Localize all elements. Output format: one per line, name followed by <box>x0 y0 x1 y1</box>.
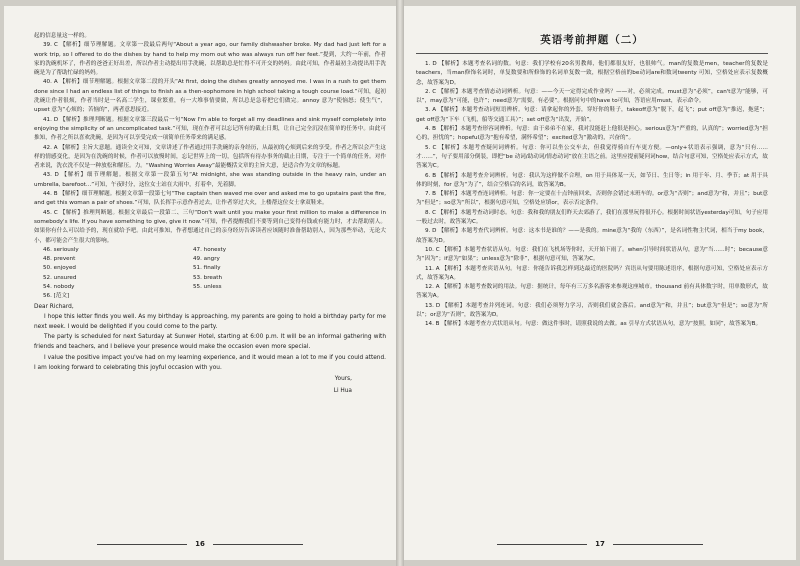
paragraph: 6. B 【解析】本题考查介词辨析。句意：我认为这样做不合理，on 用于具体某一天，如节日、生日等；in 用于年、月、季节；at 用于具体的时刻，for 意为“为了”，结合空格后的名词，故答案为B。 <box>416 172 768 188</box>
paragraph: 11. A 【解析】本题考查宾语从句。句意：你能告诉我怎样到达最近的医院吗？宾语从句要用陈述语序，根据句意可知，空格处应表示方式，故答案为A。 <box>416 265 768 281</box>
paragraph: 2. C 【解析】本题考查情态动词辨析。句意：——今天一定得完成作业吗？——对，必须完成。must意为“必须”，can't意为“能够，可以”，may意为“可能，也许”；need意为“需要，有必要”。根据问句中的have to可知，答语应用must，表示命令。 <box>416 88 768 105</box>
divider <box>416 53 768 54</box>
letter-paragraph: I hope this letter finds you well. As my birthday is approaching, my parents are going to hold a birthday party for me next week. I would be delighted if you could come to the party. <box>34 313 386 331</box>
letter-paragraph: The party is scheduled for next Saturday at Sunwer Hotel, starting at 6:00 p.m. It will be an informal gathering with friends and teachers, and I believe your presence would make the occasion even more special. <box>34 334 386 351</box>
right-page <box>404 6 796 560</box>
paragraph: 5. C 【解析】本题考查疑问词辨析。句意：你可以坐公交车去，但我觉得骑自行车更方便。—only+状语表示强调，意为“只有……才……”，句子要用部分倒装，即把“be 动词/助动词/情态动词”放在主语之前。这里应提前疑问词how，结合句意可知，空格处应表示方式，故答案为C。 <box>416 144 768 170</box>
paragraph: 14. B 【解析】本题考查方式状语从句。句意：做这件事时，请照我说的去做。as 引导方式状语从句，意为“按照，如同”，故答案为B。 <box>425 321 762 328</box>
letter-closing: Yours, <box>334 376 352 383</box>
page-number: 17 <box>595 540 605 548</box>
divider <box>497 544 587 545</box>
answer-option: 48. prevent <box>43 256 76 263</box>
answer-option: 50. enjoyed <box>43 265 76 272</box>
answer-option: 52. unsured <box>43 274 77 281</box>
page-title: 英语考前押题（二） <box>540 34 644 46</box>
answer-option: 46. seriously <box>43 246 79 253</box>
paragraph: 45. C 【解析】推理判断题。根据文章最后一段第二、三句“Don't wait until you make your first million to make a difference in somebody's life. If you have something to give, give it now.”可知，作者提醒我们不要等到自己变得有钱或有能力时，才去帮助别人。如果你有什么可以给予的，现在就给予吧。由此可推知，作者想通过自己的亲身经历告诉读者应该随时准备帮助别人，因为那些举动，无论大小，都可能会产生很大的影响。 <box>34 209 386 244</box>
paragraph: 43. D 【解析】细节理解题。根据文章第一段第五句“At midnight, she was standing outside in the heavy rain, under an umbrella, barefoot...”可知，午夜时分，这位女士站在大雨中，打着伞，光着脚。 <box>34 172 386 188</box>
page-number: 16 <box>195 540 205 548</box>
left-page <box>4 6 396 560</box>
paragraph: 12. A 【解析】本题考查数词的用法。句意：据统计，每年有三万多名游客来参观这座城市。thousand 前有具体数字时，用单数形式，故答案为A。 <box>416 284 768 300</box>
paragraph: 40. A 【解析】细节理解题。根据文章第二段的开头“At first, doing the dishes greatly annoyed me. I was in a rush to get them done since I had an endless list of things to finish as a then-sophomore in high school taking a tough course load.”可知，起初洗碗让作者很烦，作者当时是一名高二学生，课业繁重，有一大堆事情要做，所以总是急着把它们做完。annoy 意为“使恼怒；使生气”，upset 意为“心烦的；苦恼的”，两者意思接近。 <box>34 79 386 114</box>
paragraph: 起的信息量这一样的。 <box>34 33 90 39</box>
paragraph: 8. C 【解析】本题考查动词时态。句意：我和我的朋友们昨天去郊游了，我们在那里玩得很开心。根据时间状语yesterday可知，句子应用一般过去时，故答案为C。 <box>416 209 768 226</box>
divider <box>613 544 703 545</box>
paragraph: 42. A 【解析】主旨大意题。通读全文可知，文章讲述了作者通过用手洗碗的亲身经历，从最初的心烦到后来的享受。作者之所以会产生这样的情感变化，是因为在洗碗的时候，作者可以放慢时间，忘记世界上的一切，包括所有待办事务的截止日期，专注于一个简单的任务。对作者来说，洗衣洗不仅是一种放松和解压。力。“Washing Worries Away”最能概括文章的主旨大意，是适合作为文章的标题。 <box>34 144 386 170</box>
answer-option: 51. finally <box>193 265 221 272</box>
answer-options-grid <box>43 246 386 302</box>
answer-option <box>193 292 313 301</box>
paragraph: 13. D 【解析】本题考查并列连词。句意：我们必须努力学习，否则我们就会落后。and意为“和，并且”；but意为“但是”；so意为“所以”；or意为“否则”，故答案为D。 <box>416 302 768 319</box>
page-number-footer <box>404 540 796 548</box>
letter-greeting: Dear Richard, <box>34 303 74 310</box>
paragraph: 1. D 【解析】本题考查名词的数。句意：我们学校有20名男教师，他们都很友好，也很帅气。man的复数是men，teacher的复数是teachers，当man修饰名词时，单复数要和所修饰的名词单复数一致，根据空格前的be动词are和数词twenty 可知，空格处应表示复数概念，故答案为D。 <box>416 61 768 86</box>
answer-option: 49. angry <box>193 256 220 263</box>
answer-option: 54. nobody <box>43 284 75 291</box>
answer-option: 53. breath <box>193 274 223 281</box>
book-spine <box>396 0 404 566</box>
answer-option: 55. unless <box>193 284 222 291</box>
paragraph: 3. A 【解析】本题考查动词短语辨析。句意：请拿起你的外套，穿好你的鞋子，takeoff意为“脱下，起飞”；put off意为“推迟，拖延”；get off意为“下车（飞机，船等交通工具）”；set off意为“出发，开始”。 <box>416 107 768 123</box>
left-text-column <box>34 32 386 246</box>
paragraph: 41. D 【解析】推理判断题。根据文章第三段最后一句“Now I'm able to forget all my deadlines and sink myself completely into enjoying the simplicity of an uncomplicated task.”可知，现在作者可以忘记所有的截止日期，让自己完全沉浸在简单的任务中。由此可推知，作者之所以喜欢洗碗，是因为可以享受完成一项简单任务带来的满足感。 <box>34 116 386 142</box>
sample-letter <box>34 302 386 373</box>
divider <box>97 544 187 545</box>
paragraph: 4. B 【解析】本题考查形容词辨析。句意：由于弟弟不在家，我对没能赶上他很是担心。serious意为“严重的，认真的”；worried意为“担心的，担忧的”；hopeful意为“抱有希望，满怀希望”；excited意为“激动的，兴奋的”。 <box>416 126 768 142</box>
answer-option: 56. [范文] <box>43 293 70 300</box>
page-number-footer <box>4 540 396 548</box>
right-text-column <box>416 60 768 330</box>
paragraph: 9. D 【解析】本题考查代词辨析。句意：这本书是谁的？——是我的。mine意为“我的（东西）”，是名词性物主代词，相当于my book，故答案为D。 <box>416 228 768 244</box>
answer-option: 47. honesty <box>193 246 227 253</box>
divider <box>213 544 303 545</box>
paragraph: 10. C 【解析】本题考查状语从句。句意：我们在飞机场等你时，天开始下雨了。when引导时间状语从句，意为“当……时”；because意为“因为”；if意为“如果”；unless意为“除非”，根据句意可知，答案为C。 <box>416 246 768 263</box>
letter-paragraph: I value the positive impact you've had on my learning experience, and it would mean a lot to me if you could attend. I am looking forward to celebrating this joyful occasion with you. <box>34 354 386 371</box>
paragraph: 7. B 【解析】本题考查连词辨析。句意：你一定要在十点钟前回来，否则你会错过末班车的。or意为“否则”；and意为“和，并且”；but意为“但是”；so意为“所以”，根据句意可知，空格处应填or，表示否定条件。 <box>416 191 768 207</box>
paragraph: 39. C 【解析】细节理解题。文章第一段最后两句“About a year ago, our family dishwasher broke. My dad had just left for a work trip, so I offered to do the dishes by hand to help my mom out who was always run off her feet.”提到，大约一年前，作者家的洗碗机坏了，作者的爸爸正好出差，所以作者主动提出用手洗碗，以帮助总是忙得不可开交的妈妈。由此可知，作者最初主动提出用手洗碗是为了帮助忙碌的妈妈。 <box>34 42 386 77</box>
paragraph: 44. B 【解析】细节理解题。根据文章第一段第七句“The captain then waved me over and asked me to go upstairs past the fire, and get this woman a pair of shoes.”可知，队长挥手示意作者过去，让作者穿过大火，上楼帮这位女士拿双鞋来。 <box>34 191 386 207</box>
letter-signature: Li Hua <box>333 388 352 395</box>
letter-signoff <box>34 373 386 397</box>
